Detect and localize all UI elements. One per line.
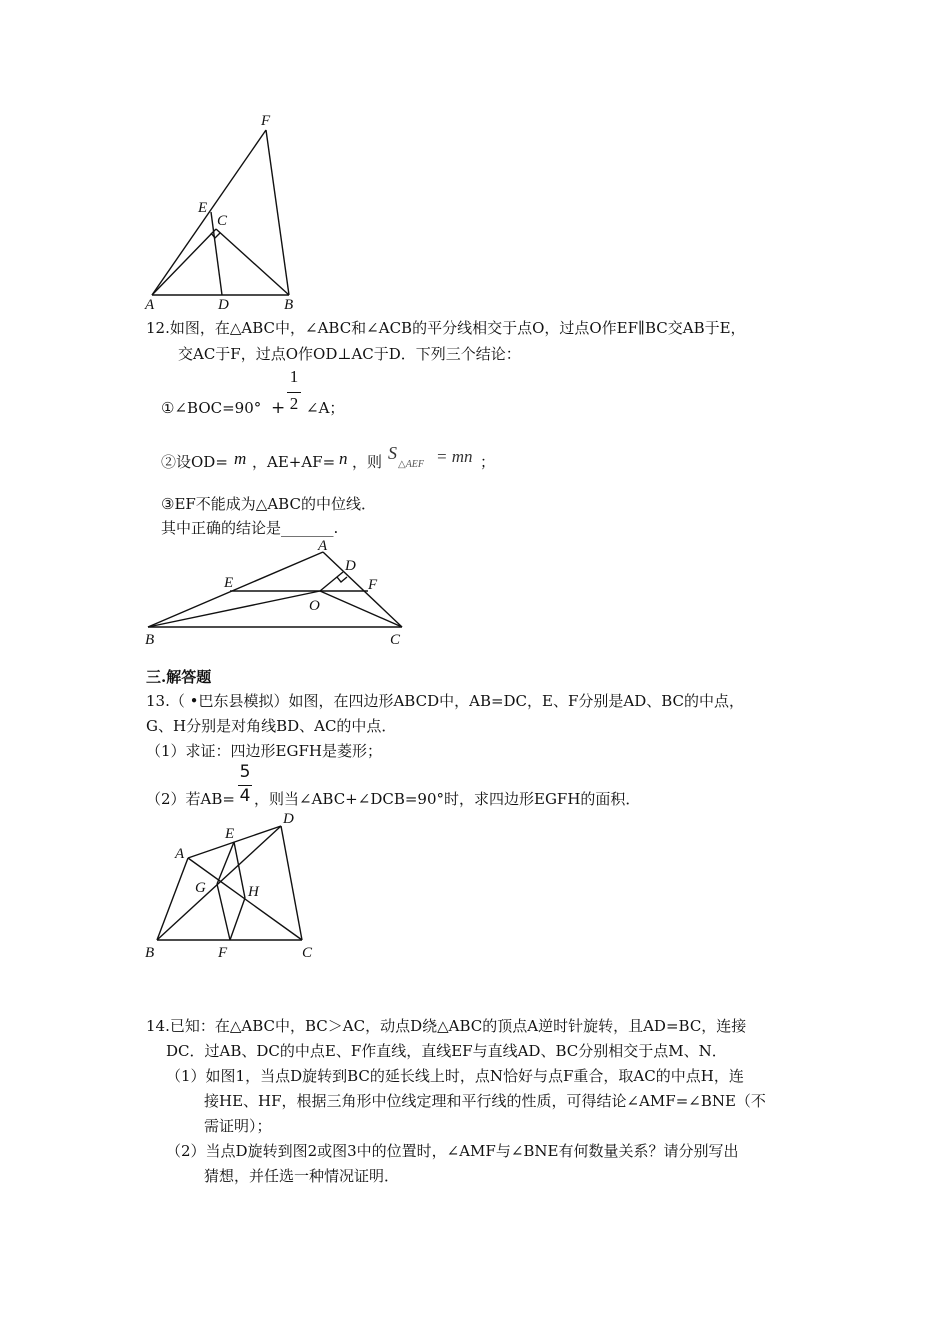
- q12-conclusion2-S: S: [388, 443, 397, 463]
- fig3-label-G: G: [195, 880, 206, 896]
- q14-line2: DC．过AB、DC的中点E、F作直线，直线EF与直线AD、BC分别相交于点M、N．: [166, 1042, 727, 1060]
- q12-conclusion2-c: ，则: [352, 453, 383, 471]
- q12-conclusion2-end: ；: [480, 453, 496, 471]
- fig1-segment-CB: [216, 229, 289, 295]
- fig2-label-E: E: [224, 575, 234, 591]
- fig3-label-F: F: [218, 945, 228, 961]
- fig1-label-D: D: [218, 297, 229, 313]
- fig1-segment-AF: [152, 130, 266, 295]
- fig3-segment-AB: [157, 858, 188, 940]
- fig1-label-E: E: [198, 200, 208, 216]
- fig2-label-A: A: [318, 538, 328, 554]
- fig3-segment-GF: [217, 884, 230, 940]
- fig3-label-E: E: [225, 826, 235, 842]
- fig3-label-C: C: [302, 945, 313, 961]
- fig3-label-H: H: [248, 884, 259, 900]
- fig2-segment-OC: [320, 591, 402, 627]
- fig3-label-A: A: [175, 846, 185, 862]
- fig1-label-A: A: [145, 297, 155, 313]
- fig2-right-angle: [337, 577, 347, 582]
- fig3-label-D: D: [283, 811, 294, 827]
- fig1-segment-AC: [152, 229, 216, 295]
- q12-conclusion2-n: n: [339, 449, 348, 468]
- fig1-label-B: B: [284, 297, 294, 313]
- q13-fraction-num: 5: [239, 762, 251, 782]
- fig1-label-C: C: [217, 213, 228, 229]
- fig3-segment-CD: [281, 826, 302, 940]
- q13-part2-prefix: （2）若AB=: [146, 790, 235, 808]
- q12-conclusion2-a: ②设OD=: [161, 453, 228, 471]
- q12-conclusion2-m: m: [234, 449, 247, 468]
- q12-conclusion2-b: ，AE+AF=: [252, 453, 336, 471]
- fig2-label-O: O: [309, 598, 320, 614]
- fig3-diagonal-BD: [157, 826, 281, 940]
- q12-conclusion1-prefix: ①∠BOC=90°: [161, 399, 262, 417]
- fig3-segment-FH: [230, 898, 245, 940]
- fig3-label-B: B: [145, 945, 155, 961]
- fig2-label-F: F: [368, 577, 378, 593]
- q14-part1-a: （1）如图1，当点D旋转到BC的延长线上时，点N恰好与点F重合，取AC的中点H，连: [166, 1067, 744, 1085]
- fig1-label-F: F: [261, 113, 271, 129]
- q12-conclusion2-sub: △AEF: [398, 459, 425, 470]
- fig2-segment-BO: [148, 591, 320, 627]
- q13-part2-suffix: ，则当∠ABC+∠DCB=90°时，求四边形EGFH的面积．: [254, 790, 641, 808]
- q12-line1: 12.如图，在△ABC中，∠ABC和∠ACB的平分线相交于点O，过点O作EF∥BC交AB于E，: [146, 319, 746, 337]
- q13-part1: （1）求证：四边形EGFH是菱形；: [146, 742, 382, 760]
- section-title: 三.解答题: [146, 668, 212, 686]
- q13-fraction-den: 4: [239, 786, 251, 806]
- q12-fraction-den: 2: [289, 394, 299, 413]
- fig2-segment-AB: [148, 552, 323, 627]
- q14-part2-b: 猜想，并任选一种情况证明．: [204, 1167, 400, 1185]
- q12-conclusion2-eq: = mn: [436, 447, 473, 466]
- q14-part1-b: 接HE、HF，根据三角形中位线定理和平行线的性质，可得结论∠AMF=∠BNE（不: [204, 1092, 766, 1110]
- fig2-label-C: C: [390, 632, 401, 648]
- q12-fraction-bar: [287, 392, 301, 393]
- q12-conclusion3: ③EF不能成为△ABC的中位线．: [161, 495, 376, 513]
- q12-fraction-num: 1: [289, 367, 299, 386]
- q14-part2-a: （2）当点D旋转到图2或图3中的位置时，∠AMF与∠BNE有何数量关系？请分别写出: [166, 1142, 739, 1160]
- fig2-segment-OD: [320, 572, 343, 591]
- fig1-right-angle: [211, 233, 220, 238]
- q12-answer-line: 其中正确的结论是_______.: [161, 519, 339, 537]
- q13-line1: 13.（ •巴东县模拟）如图，在四边形ABCD中，AB=DC，E、F分别是AD、BC的中点，: [146, 692, 745, 710]
- q12-line2: 交AC于F，过点O作OD⊥AC于D．下列三个结论：: [178, 345, 521, 363]
- q14-line1: 14.已知：在△ABC中，BC＞AC，动点D绕△ABC的顶点A逆时针旋转，且AD=BC，连接: [146, 1017, 747, 1035]
- q14-part1-c: 需证明）；: [204, 1117, 272, 1135]
- q12-conclusion1-suffix: ∠A；: [306, 399, 345, 417]
- fig3-segment-HE: [234, 842, 245, 898]
- fig2-label-B: B: [145, 632, 155, 648]
- fig2-segment-AC: [323, 552, 402, 627]
- fig1-segment-FB: [266, 130, 289, 295]
- q13-line2: G、H分别是对角线BD、AC的中点．: [146, 717, 397, 735]
- q12-conclusion1-plus: +: [271, 398, 286, 418]
- fig2-label-D: D: [345, 558, 356, 574]
